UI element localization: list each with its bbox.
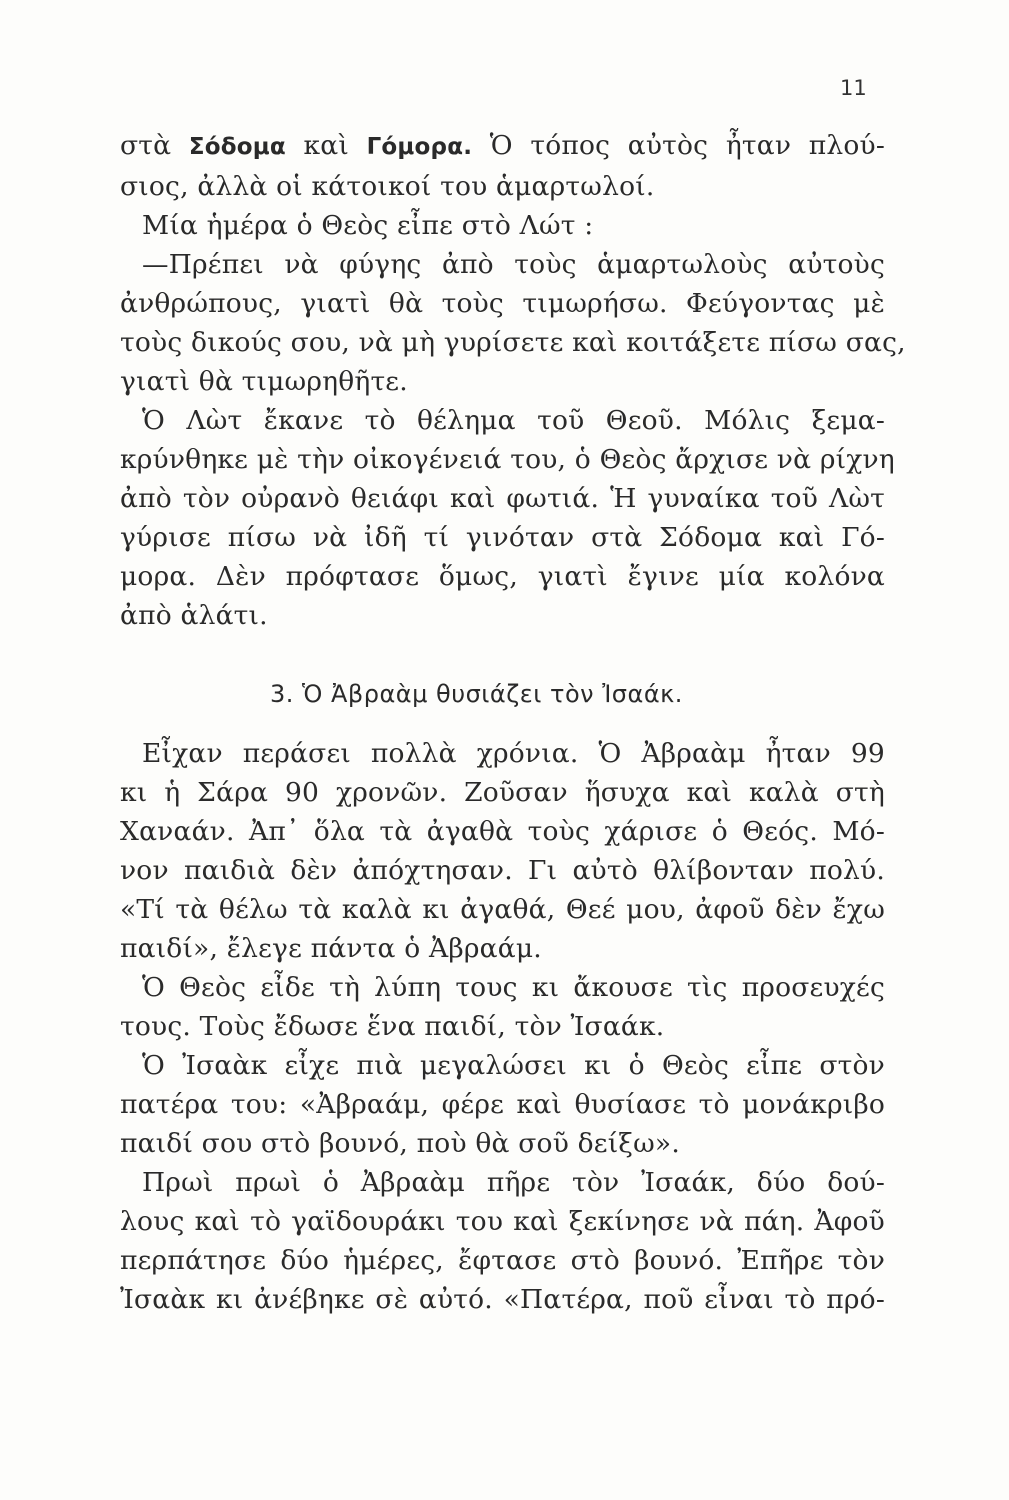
- text-line: Ὁ Ἰσαὰκ εἶχε πιὰ μεγαλώσει κι ὁ Θεὸς εἶπε στὸν: [142, 1050, 885, 1081]
- text-line: ἀνθρώπους, γιατὶ θὰ τοὺς τιμωρήσω. Φεύγοντας μὲ: [120, 288, 885, 319]
- text-line: —Πρέπει νὰ φύγης ἀπὸ τοὺς ἁμαρτωλοὺς αὐτοὺς: [142, 249, 885, 280]
- text-line: κρύνθηκε μὲ τὴν οἰκογένειά του, ὁ Θεὸς ἄρχισε νὰ ρίχνη: [120, 444, 895, 475]
- bold-place-name: Σόδομα: [188, 134, 286, 160]
- text-line: «Τί τὰ θέλω τὰ καλὰ κι ἀγαθά, Θεέ μου, ἀφοῦ δὲν ἔχω: [120, 894, 885, 925]
- text-line: ἀπὸ τὸν οὐρανὸ θειάφι καὶ φωτιά. Ἡ γυναίκα τοῦ Λὼτ: [120, 483, 885, 514]
- text-line: παιδί σου στὸ βουνό, ποὺ θὰ σοῦ δείξω».: [120, 1128, 680, 1159]
- text-line: λους καὶ τὸ γαϊδουράκι του καὶ ξεκίνησε νὰ πάη. Ἀφοῦ: [120, 1206, 885, 1237]
- text-line: γύρισε πίσω νὰ ἰδῆ τί γινόταν στὰ Σόδομα καὶ Γό-: [120, 522, 885, 553]
- text-line: ἀπὸ ἁλάτι.: [120, 600, 268, 631]
- text-line: κι ἡ Σάρα 90 χρονῶν. Ζοῦσαν ἥσυχα καὶ καλὰ στὴ: [120, 777, 885, 808]
- text-line: στὰ Σόδομα καὶ Γόμορα. Ὁ τόπος αὐτὸς ἦταν πλού-: [120, 130, 886, 161]
- text-line: σιος, ἀλλὰ οἱ κάτοικοί του ἁμαρτωλοί.: [120, 171, 655, 202]
- text-line: περπάτησε δύο ἡμέρες, ἔφτασε στὸ βουνό. Ἐπῆρε τὸν: [120, 1245, 885, 1276]
- bold-place-name: Γόμορα.: [366, 134, 473, 160]
- text-line: τους. Τοὺς ἔδωσε ἕνα παιδί, τὸν Ἰσαάκ.: [120, 1011, 665, 1042]
- story-text-part2: [120, 734, 885, 1319]
- text-line: νον παιδιὰ δὲν ἀπόχτησαν. Γι αὐτὸ θλίβονταν πολύ.: [120, 855, 885, 886]
- text-line: Εἶχαν περάσει πολλὰ χρόνια. Ὁ Ἀβραὰμ ἦταν 99: [142, 738, 885, 769]
- text-line: παιδί», ἔλεγε πάντα ὁ Ἀβραάμ.: [120, 933, 542, 964]
- story-text-part1: [120, 126, 906, 635]
- page-number: 11: [840, 76, 867, 100]
- section-heading: 3. Ὁ Ἀβραὰμ θυσιάζει τὸν Ἰσαάκ.: [270, 680, 683, 708]
- text-line: Ὁ Λὼτ ἔκανε τὸ θέλημα τοῦ Θεοῦ. Μόλις ξεμα-: [142, 405, 885, 436]
- text-line: πατέρα του: «Ἀβραάμ, φέρε καὶ θυσίασε τὸ μονάκριβο: [120, 1089, 885, 1120]
- text-line: Μία ἡμέρα ὁ Θεὸς εἶπε στὸ Λώτ :: [142, 210, 594, 241]
- text-line: μορα. Δὲν πρόφτασε ὅμως, γιατὶ ἔγινε μία κολόνα: [120, 561, 885, 592]
- text-line: Ἰσαὰκ κι ἀνέβηκε σὲ αὐτό. «Πατέρα, ποῦ εἶναι τὸ πρό-: [120, 1284, 885, 1315]
- text-line: τοὺς δικούς σου, νὰ μὴ γυρίσετε καὶ κοιτάξετε πίσω σας,: [120, 327, 906, 358]
- text-line: Χαναάν. Ἀπ᾿ ὅλα τὰ ἀγαθὰ τοὺς χάρισε ὁ Θεός. Μό-: [120, 816, 885, 847]
- text-line: Ὁ Θεὸς εἶδε τὴ λύπη τους κι ἄκουσε τὶς προσευχές: [142, 972, 885, 1003]
- text-line: γιατὶ θὰ τιμωρηθῆτε.: [120, 366, 408, 397]
- text-line: Πρωὶ πρωὶ ὁ Ἀβραὰμ πῆρε τὸν Ἰσαάκ, δύο δού-: [142, 1167, 885, 1198]
